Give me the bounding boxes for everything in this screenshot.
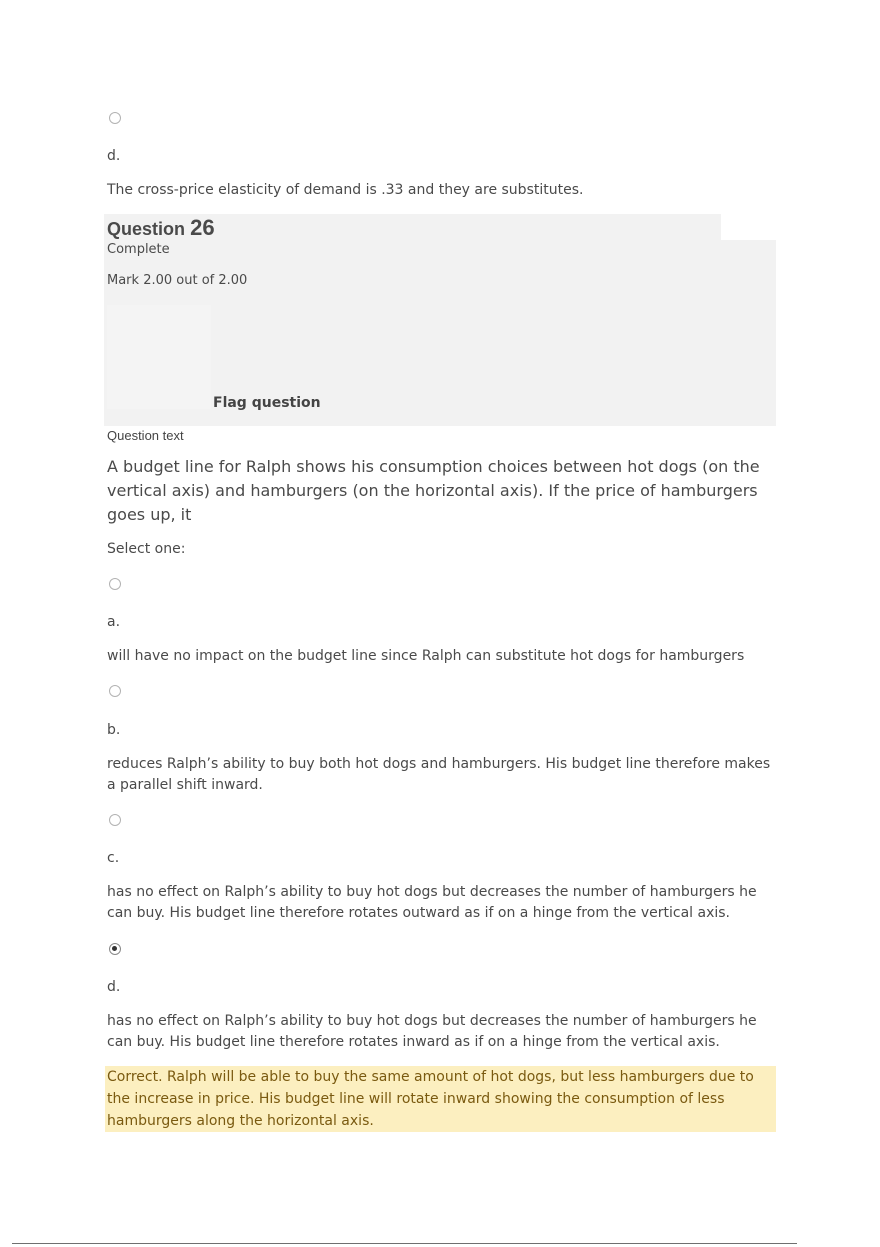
option-b-text[interactable]: reduces Ralph’s ability to buy both hot dogs and hamburgers. His budget line therefore makes a parallel shift inward. (107, 756, 771, 793)
flag-question-link[interactable]: Flag question (213, 395, 321, 411)
question-label: Question (107, 219, 186, 239)
option-c-radio[interactable] (109, 814, 121, 826)
option-a-letter: a. (107, 614, 121, 630)
prev-option-d-letter: d. (107, 148, 121, 164)
option-a-radio[interactable] (109, 578, 121, 590)
option-d-radio[interactable] (109, 943, 121, 955)
option-b-radio[interactable] (109, 685, 121, 697)
option-c-letter: c. (107, 850, 120, 866)
option-d-text[interactable]: has no effect on Ralph’s ability to buy hot dogs but decreases the number of hamburgers he can buy. His budget line therefore rotates inward as if on a hinge from the vertical axis. (107, 1013, 757, 1050)
question-text-header: Question text (107, 428, 184, 443)
prev-option-d-text: The cross-price elasticity of demand is .33 and they are substitutes. (107, 182, 584, 198)
option-b-letter: b. (107, 722, 121, 738)
question-number-value: 26 (190, 215, 215, 240)
footer-divider (12, 1243, 797, 1244)
question-text: A budget line for Ralph shows his consumption choices between hot dogs (on the vertical axis) and hamburgers (on the horizontal axis). If the price of hamburgers goes up, it (107, 457, 760, 524)
option-a-text[interactable]: will have no impact on the budget line since Ralph can substitute hot dogs for hamburgers (107, 648, 745, 664)
question-grade: Mark 2.00 out of 2.00 (107, 273, 248, 288)
select-one-prompt: Select one: (107, 541, 186, 557)
option-d-letter: d. (107, 979, 121, 995)
option-c-text[interactable]: has no effect on Ralph’s ability to buy hot dogs but decreases the number of hamburgers he can buy. His budget line therefore rotates outward as if on a hinge from the vertical axis. (107, 884, 757, 921)
question-state: Complete (107, 242, 170, 257)
flag-icon-area (107, 305, 211, 409)
feedback-correct: Correct. Ralph will be able to buy the same amount of hot dogs, but less hamburgers due to the increase in price. His budget line will rotate inward showing the consumption of less hamburgers along the horizontal axis. (105, 1066, 776, 1132)
prev-option-d-radio[interactable] (109, 112, 121, 124)
